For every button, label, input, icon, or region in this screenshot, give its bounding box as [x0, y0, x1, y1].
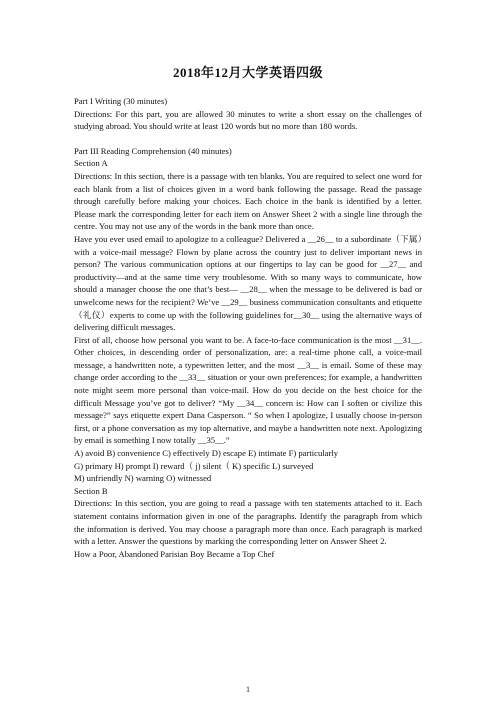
word-bank-row-1: A) avoid B) convenience C) effectively D) escape E) intimate F) particularly: [74, 448, 338, 459]
word-bank-row-3: M) unfriendly N) warning O) witnessed: [74, 473, 212, 484]
section-a-heading: Section A: [74, 158, 108, 169]
section-b-directions: Directions: In this section, you are going to read a passage with ten statements attached to it. Each statement contains information given in one of the paragraphs. Identify the paragraph from which the information is derived. You may choose a paragraph more than once. Each paragraph is marked with a letter. Answer the questions by marking the corresponding letter on Answer Sheet 2.: [74, 498, 422, 547]
word-bank: [74, 447, 422, 485]
document-title: 2018年12月大学英语四级: [172, 65, 323, 80]
word-bank-row-2: G) primary H) prompt I) reward（ j) silent（ K) specific L) surveyed: [74, 460, 314, 471]
part-i-heading: Part I Writing (30 minutes): [74, 96, 168, 106]
part-iii-heading: Part III Reading Comprehension (40 minutes): [74, 145, 232, 156]
passage-paragraph-2: First of all, choose how personal you want to be. A face-to-face communication is the most __31__. Other choices, in descending order of personalization, are: a real-time phone call, a voice-mail message, a handwritten note, a typewritten letter, and the most __3__ is email. Some of these may change order according to the __33__ situation or your own preferences; for example, a handwritten note might seem more personal than voice-mail. How do you decide on the best choice for the difficult Message you’ve got to deliver? “My __34__ concern is: How can I soften or civilize this message?” says etiquette expert Dana Casperson. “ So when I apologize, I usually choose in-person first, or a phone conversation as my top alternative, and maybe a handwritten note next. Apologizing by email is something I now totally __35__.”: [74, 334, 422, 446]
section-b-passage-title: How a Poor, Abandoned Parisian Boy Became a Top Chef: [74, 548, 275, 559]
passage-paragraph-1: Have you ever used email to apologize to a colleague? Delivered a __26__ to a subordinate（下属）with a voice-mail message? Flown by plane across the country just to deliver important news in person? The various communication options at our fingertips to lay can be good for __27__ and productivity—and at the same time very troublesome. With so many ways to communicate, how should a manager choose the one that’s best— __28__ when the message to be delivered is bad or unwelcome news for the recipient? We’ve __29__ business communication consultants and etiquette（礼仪）experts to come up with the following guidelines for__30__ using the alternative ways of delivering difficult messages.: [74, 233, 422, 333]
spacer: [74, 133, 422, 145]
section-a-directions: Directions: In this section, there is a passage with ten blanks. You are required to select one word for each blank from a list of choices given in a word bank following the passage. Read the passage through carefully before making your choices. Each choice in the bank is identified by a letter. Please mark the corresponding letter for each item on Answer Sheet 2 with a single line through the centre. You may not use any of the words in the bank more than once.: [74, 170, 422, 232]
writing-directions: Directions: For this part, you are allowed 30 minutes to write a short essay on the challenges of studying abroad. You should write at least 120 words but no more than 180 words.: [74, 108, 422, 132]
section-b-heading: Section B: [74, 485, 108, 496]
page-number: 1: [246, 685, 250, 694]
